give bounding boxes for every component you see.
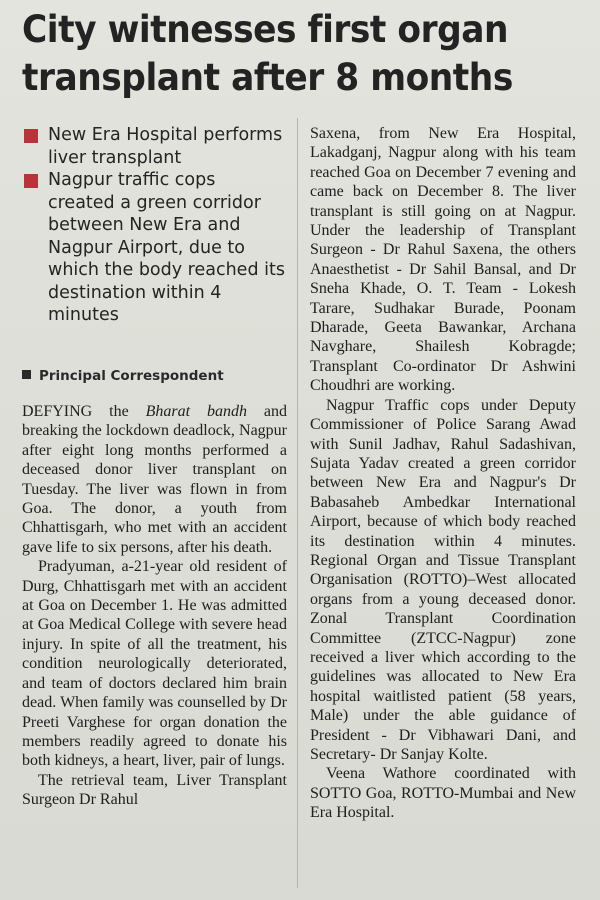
- byline-text: Principal Correspondent: [39, 368, 224, 384]
- bullet-square-icon: [24, 174, 38, 188]
- article-paragraph: [22, 402, 287, 557]
- paragraph-emphasis: Bharat bandh: [145, 403, 247, 420]
- article-paragraph: Nagpur Traffic cops under Deputy Commissioner of Police Sarang Awad with Sunil Jadhav, Rahul Sadashivan, Sujata Yadav created a green corridor between New Era and Nagpur's Dr Babasaheb Ambedkar International Airport, because of which body reached its destination within 4 minutes. Regional Organ and Tissue Transplant Organisation (ROTTO)–West allocated organs from a young deceased donor. Zonal Transplant Coordination Committee (ZTCC-Nagpur) zone received a liver which according to the guidelines was allocated to New Era hospital waitlisted patient (58 years, Male) under the able guidance of President - Dr Vibhawari Dani, and Secretary- Dr Sanjay Kolte.: [310, 396, 576, 763]
- highlight-text: Nagpur traffic cops created a green corridor between New Era and Nagpur Airport, due to which the body reached its destination within 4 minutes: [48, 170, 285, 325]
- article-column-right: [310, 124, 576, 823]
- highlights-box: [22, 124, 287, 327]
- headline: [22, 6, 543, 102]
- byline-square-icon: [22, 370, 31, 379]
- byline: [22, 368, 287, 384]
- article-column-left: [22, 402, 287, 810]
- highlight-item: [22, 124, 287, 169]
- highlights-list: [22, 124, 287, 327]
- column-divider: [297, 118, 298, 888]
- headline-line-2: transplant after 8 months: [22, 56, 513, 99]
- headline-line-1: City witnesses first organ: [22, 8, 509, 51]
- paragraph-text: and breaking the lockdown deadlock, Nagpur after eight long months performed a deceased donor liver transplant on Tuesday. The liver was flown in from Goa. The donor, a youth from Chhattisgarh, who met with an accident gave life to six persons, after his death.: [22, 403, 288, 556]
- article-paragraph: Veena Wathore coordinated with SOTTO Goa, ROTTO-Mumbai and New Era Hospital.: [310, 765, 576, 822]
- article-paragraph: Saxena, from New Era Hospital, Lakadganj, Nagpur along with his team reached Goa on December 7 evening and came back on December 8. The liver transplant is still going on at Nagpur. Under the leadership of Transplant Surgeon - Dr Rahul Saxena, the others Anaesthetist - Dr Sahil Bansal, and Dr Sneha Khade, O. T. Team - Lokesh Tarare, Sudhakar Burade, Poonam Dharade, Geeta Bawankar, Archana Navghare, Shailesh Kobragde; Transplant Co-ordinator Dr Ashwini Choudhri are working.: [310, 125, 576, 395]
- highlight-item: [22, 169, 287, 327]
- bullet-square-icon: [24, 129, 38, 143]
- highlight-text: New Era Hospital performs liver transplant: [48, 125, 283, 168]
- article-paragraph: Pradyuman, a-21-year old resident of Durg, Chhattisgarh met with an accident at Goa on December 1. He was admitted at Goa Medical College with severe head injury. In spite of all the treatment, his condition neurologically deteriorated, and team of doctors declared him brain dead. When family was counselled by Dr Preeti Varghese for organ donation the members readily agreed to donate his both kidneys, a heart, liver, pair of lungs.: [22, 558, 287, 770]
- article-paragraph: The retrieval team, Liver Transplant Surgeon Dr Rahul: [22, 771, 287, 809]
- paragraph-text: DEFYING the: [22, 403, 146, 420]
